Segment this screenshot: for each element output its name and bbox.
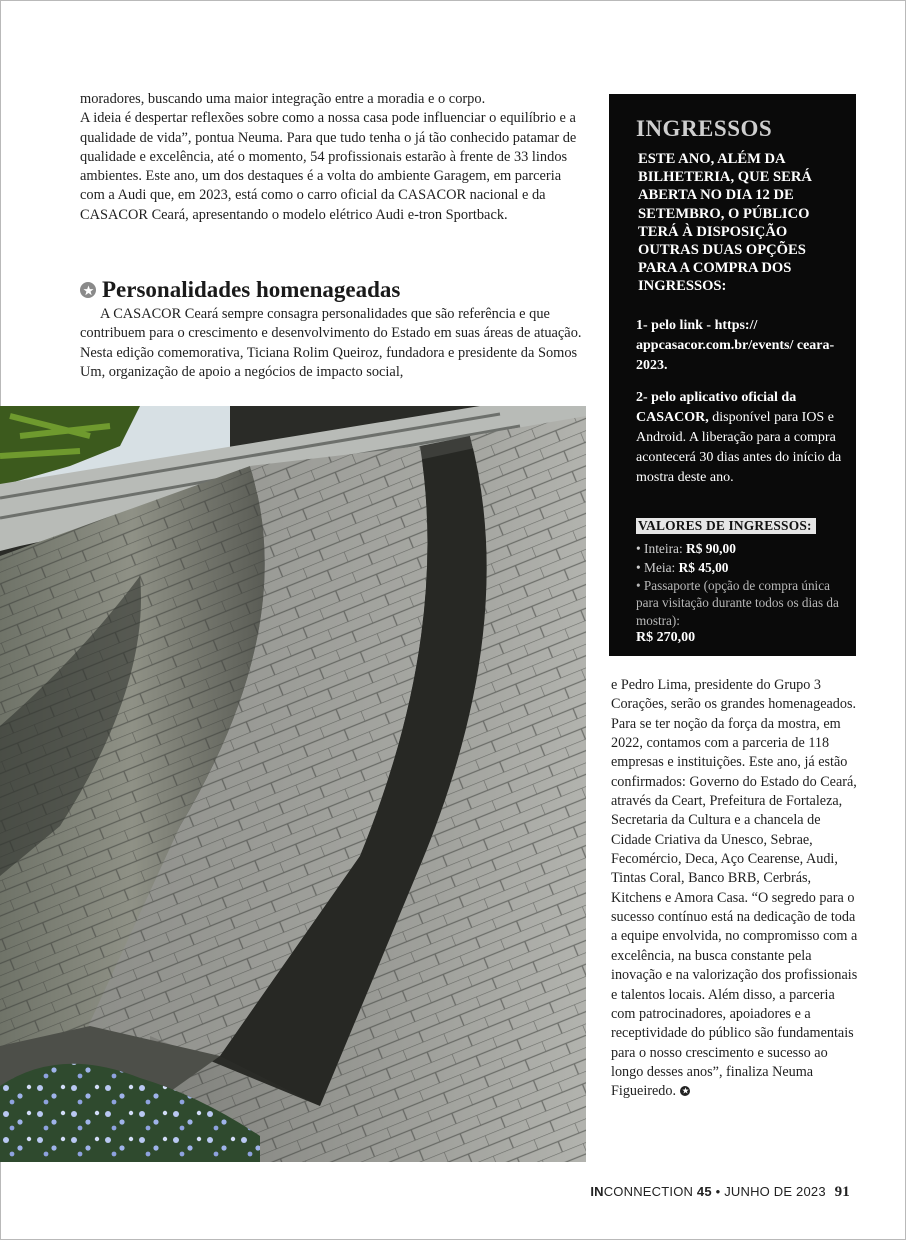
- magazine-brand-in: IN: [590, 1184, 604, 1199]
- passport-price: R$ 270,00: [636, 630, 696, 646]
- price-half-value: R$ 45,00: [678, 559, 729, 575]
- page-footer: [590, 1184, 850, 1201]
- right-column-text: [611, 676, 861, 1102]
- sidebar-lead: ESTE ANO, ALÉM DA BILHETERIA, QUE SERÁ ABERTA NO DIA 12 DE SETEMBRO, O PÚBLICO TERÁ À DISPOSIÇÃO OUTRAS DUAS OPÇÕES PARA A COMPRA DOS INGRESSOS:: [638, 151, 812, 295]
- purchase-option-link: [636, 316, 844, 376]
- section-heading: [80, 276, 588, 304]
- option2-text: disponível para IOS e Android. A liberação para a compra acontecerá 30 dias antes do início da mostra deste ano.: [636, 409, 842, 485]
- passport-description: • Passaporte (opção de compra única para visitação durante todos os dias da mostra):: [636, 577, 839, 628]
- dam-spillway-photo: [0, 406, 586, 1162]
- intro-paragraph-2: A ideia é despertar reflexões sobre como a nossa casa pode influenciar o equilíbrio e a qualidade de vida”, pontua Neuma. Para que tudo tenha o já tão conhecido patamar de qualidade e excelência, até o momento, 54 profissionais estarão à frente de 33 lindos ambientes. Este ano, um dos destaques é a volta do ambiente Garagem, em parceria com a Audi que, em 2023, está como o carro oficial da CASACOR nacional e da CASACOR Ceará, apresentando o modelo elétrico Audi e-tron Sportback.: [80, 110, 577, 223]
- tickets-sidebar: [609, 94, 856, 656]
- magazine-brand-rest: CONNECTION: [603, 1184, 694, 1199]
- price-half: [636, 558, 844, 577]
- section-heading-text: Personalidades homenageadas: [102, 277, 401, 302]
- option2-title: 2- pelo aplicativo oficial da CASACOR,: [636, 389, 797, 425]
- star-bullet-icon: [80, 282, 96, 298]
- honorees-section: [80, 276, 588, 382]
- intro-text: [80, 90, 588, 225]
- right-column-paragraph: e Pedro Lima, presidente do Grupo 3 Corações, serão os grandes homenageados. Para se ter noção da força da mostra, em 2022, contamos com a parceria de 118 empresas e instituições. Este ano, já estão confirmados: Governo do Estado do Ceará, através da Ceart, Prefeitura de Fortaleza, Secretaria da Cultura e a chancela de Cidade Criativa da Unesco, Sebrae, Fecomércio, Deca, Aço Cearense, Audi, Tintas Coral, Banco BRB, Cerbrás, Kitchens e Amora Casa. “O segredo para o sucesso contínuo está na dedicação de toda a equipe envolvida, no compromisso com a excelência, na busca constante pela inovação e na valorização dos profissionais e talentos locais. Além disso, a parceria com patrocinadores, apoiadores e a receptividade do público são fundamentais para o nosso crescimento e sucesso ao longo desses anos”, finaliza Neuma Figueiredo.: [611, 677, 858, 1100]
- price-half-label: • Meia:: [636, 559, 679, 575]
- price-full-label: • Inteira:: [636, 540, 687, 556]
- section-paragraph: A CASACOR Ceará sempre consagra personalidades que são referência e que contribuem para o crescimento e desenvolvimento do Estado em suas áreas de atuação. Nesta edição comemorativa, Ticiana Rolim Queiroz, fundadora e presidente da Somos Um, organização de apoio a negócios de impacto social,: [80, 306, 582, 380]
- issue-number: 45: [696, 1184, 712, 1199]
- intro-paragraph-1: moradores, buscando uma maior integração entre a moradia e o corpo.: [80, 91, 486, 107]
- end-of-article-icon: [680, 1086, 690, 1096]
- price-full-value: R$ 90,00: [686, 540, 736, 556]
- sidebar-title: INGRESSOS: [636, 116, 773, 141]
- ticket-values-label: VALORES DE INGRESSOS:: [636, 518, 816, 534]
- price-full: [636, 539, 844, 558]
- option1-prefix: 1- pelo link -: [636, 317, 715, 333]
- footer-separator: •: [715, 1184, 721, 1199]
- tickets-url-link[interactable]: https:// appcasacor.com.br/events/ ceara-2023.: [636, 317, 835, 373]
- issue-date: JUNHO DE 2023: [724, 1184, 826, 1199]
- page-number: 91: [834, 1184, 850, 1200]
- purchase-option-app: [636, 388, 844, 488]
